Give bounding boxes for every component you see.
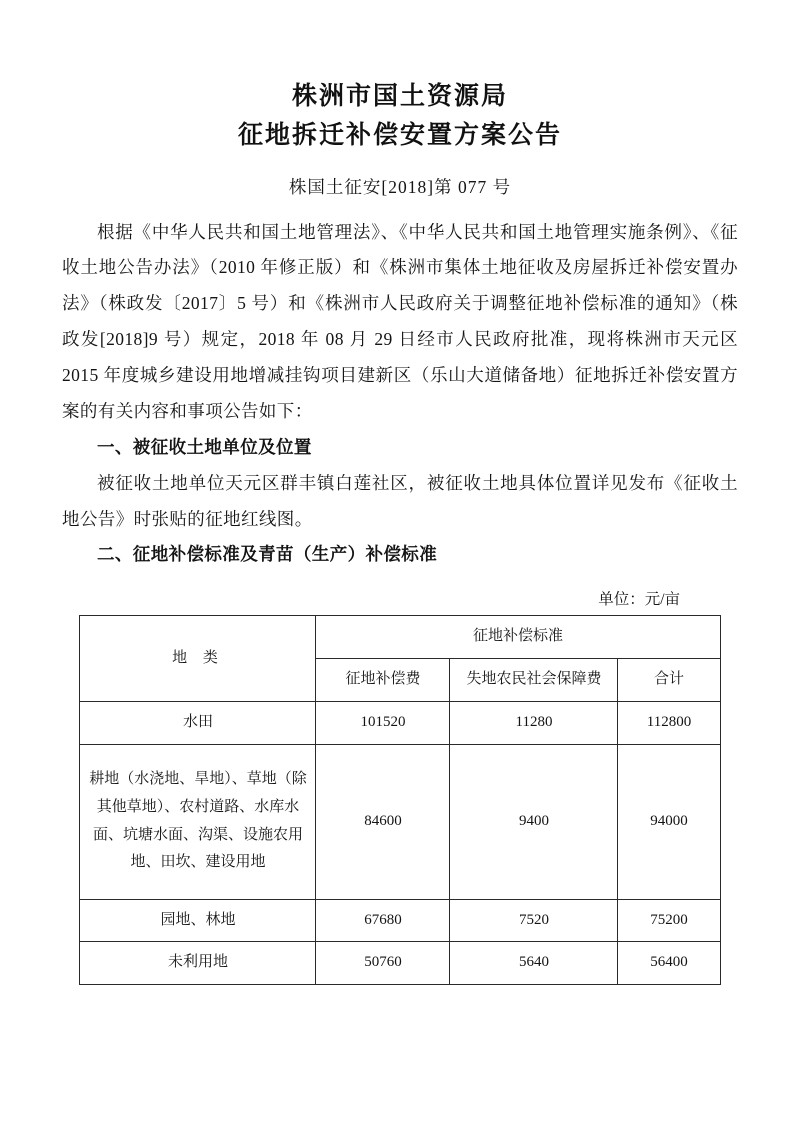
cell-fee: 84600 <box>316 744 450 899</box>
cell-social: 5640 <box>450 942 618 985</box>
cell-social: 11280 <box>450 701 618 744</box>
cell-total: 112800 <box>618 701 720 744</box>
table-header-type: 地 类 <box>80 616 316 702</box>
table-header-fee: 征地补偿费 <box>316 659 450 702</box>
table-header-group: 征地补偿标准 <box>316 616 720 659</box>
cell-fee: 101520 <box>316 701 450 744</box>
title-line-2: 征地拆迁补偿安置方案公告 <box>237 121 562 149</box>
cell-total: 56400 <box>618 942 720 985</box>
table-row <box>80 942 720 985</box>
cell-total: 94000 <box>618 744 720 899</box>
cell-total: 75200 <box>618 899 720 942</box>
document-body <box>62 215 738 574</box>
compensation-table <box>79 615 720 985</box>
cell-land-type: 耕地（水浇地、旱地）、草地（除其他草地）、农村道路、水库水面、坑塘水面、沟渠、设施农用地、田坎、建设用地 <box>80 744 316 899</box>
cell-fee: 50760 <box>316 942 450 985</box>
paragraph-section-1: 被征收土地单位天元区群丰镇白莲社区，被征收土地具体位置详见发布《征收土地公告》时张贴的征地红线图。 <box>62 472 738 529</box>
cell-social: 7520 <box>450 899 618 942</box>
table-row <box>80 744 720 899</box>
cell-land-type: 园地、林地 <box>80 899 316 942</box>
cell-land-type: 未利用地 <box>80 942 316 985</box>
table-header-social: 失地农民社会保障费 <box>450 659 618 702</box>
cell-fee: 67680 <box>316 899 450 942</box>
section-heading-2: 二、征地补偿标准及青苗（生产）补偿标准 <box>97 544 438 565</box>
page-title <box>62 78 738 156</box>
paragraph-intro: 根据《中华人民共和国土地管理法》、《中华人民共和国土地管理实施条例》、《征收土地公告办法》（2010 年修正版）和《株洲市集体土地征收及房屋拆迁补偿安置办法》（株政发〔2017〕5 号）和《株洲市人民政府关于调整征地补偿标准的通知》（株政发[2018]9 号）规定，2018 年 08 月 29 日经市人民政府批准，现将株洲市天元区 2015 年度城乡建设用地增减挂钩项目建新区（乐山大道储备地）征地拆迁补偿安置方案的有关内容和事项公告如下： <box>62 221 738 421</box>
table-row <box>80 899 720 942</box>
cell-social: 9400 <box>450 744 618 899</box>
document-number: 株国土征安[2018]第 077 号 <box>288 176 512 197</box>
section-heading-1: 一、被征收土地单位及位置 <box>97 436 312 457</box>
table-row <box>80 701 720 744</box>
table-unit-note: 单位：元/亩 <box>598 591 680 609</box>
table-header-total: 合计 <box>618 659 720 702</box>
table-header-row-1 <box>80 616 720 659</box>
cell-land-type: 水田 <box>80 701 316 744</box>
title-line-1: 株洲市国土资源局 <box>291 83 508 110</box>
